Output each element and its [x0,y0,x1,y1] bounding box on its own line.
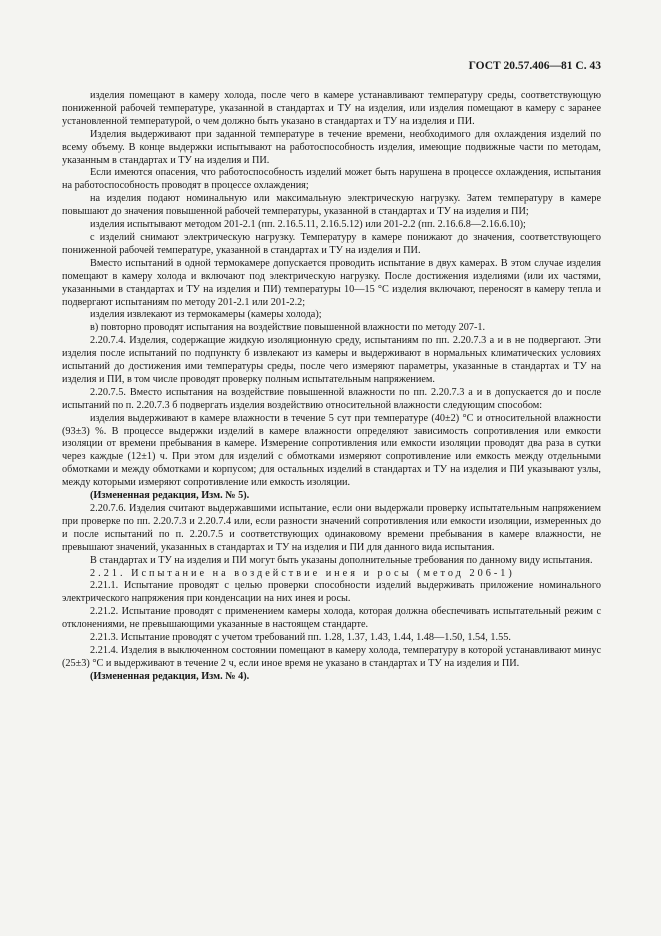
paragraph: Если имеются опасения, что работоспособность изделий может быть нарушена в процессе охлаждения, испытания на работоспособность проводят в процессе охлаждения; [62,167,601,192]
paragraph: Изделия выдерживают при заданной температуре в течение времени, необходимого для охлаждения изделий по всему объему. В конце выдержки испытывают на работоспособность изделия, имеющие подвижные части по методам, указанным в стандартах и ТУ на изделия и ПИ. [62,128,601,166]
paragraph-2-20-7-6: 2.20.7.6. Изделия считают выдержавшими испытание, если они выдержали проверку испытательным напряжением при проверке по пп. 2.20.7.3 и 2.20.7.4 или, если разности значений сопротивления или емкости изоляции, измеренных до и после испытаний по п. 2.20.7.5 и соответствующих одинаковому времени пребывания в камере влажности, не превышают значений, указанных в стандартах и ТУ на изделия и ПИ для данного вида испытания. [62,503,601,553]
document-page [62,60,601,684]
paragraph: на изделия подают номинальную или максимальную электрическую нагрузку. Затем температуру в камере повышают до значения повышенной рабочей температуры, указанной в стандартах и ТУ на изделия и ПИ; [62,193,601,218]
paragraph-2-21-2: 2.21.2. Испытание проводят с применением камеры холода, которая должна обеспечивать испытательный режим с отклонениями, не превышающими указанные в настоящем стандарте. [62,606,601,631]
revision-note: (Измененная редакция, Изм. № 5). [90,490,250,502]
page-header: ГОСТ 20.57.406—81 С. 43 [468,60,601,72]
paragraph: Вместо испытаний в одной термокамере допускается проводить испытание в двух камерах. В этом случае изделия помещают в камеру холода и включают под электрическую нагрузку. После достижения изделиями (или их частями, указанными в стандартах и ТУ на изделия и ПИ) температуры 10—15 °С изделия включают, переносят в камеру тепла и подвергают испытаниям по методу 201-2.1 или 201-2.2; [62,257,601,308]
paragraph-2-21-3: 2.21.3. Испытание проводят с учетом требований пп. 1.28, 1.37, 1.43, 1.44, 1.48—1.50, 1.54, 1.55. [90,632,511,644]
paragraph-2-20-7-5: 2.20.7.5. Вместо испытания на воздействие повышенной влажности по пп. 2.20.7.3 а и в допускается до и после испытаний по п. 2.20.7.3 б подвергать изделия воздействию относительной влажности следующим способом: [62,386,601,411]
paragraph: с изделий снимают электрическую нагрузку. Температуру в камере понижают до значения, соответствующего пониженной рабочей температуре, указанной в стандартах и ТУ на изделия и ПИ. [62,231,601,256]
paragraph: изделия испытывают методом 201-2.1 (пп. 2.16.5.11, 2.16.5.12) или 201-2.2 (пп. 2.16.6.8—2.16.6.10); [90,219,526,231]
paragraph: В стандартах и ТУ на изделия и ПИ могут быть указаны дополнительные требования по данному виду испытания. [90,554,593,566]
paragraph: изделия помещают в камеру холода, после чего в камере устанавливают температуру среды, соответствующую пониженной рабочей температуре, указанной в стандартах и ТУ на изделия, или изделия помещают в камеру с заранее установленной температурой, о чем должно быть указано в стандартах и ТУ на изделия и ПИ. [62,90,601,127]
paragraph: изделия выдерживают в камере влажности в течение 5 сут при температуре (40±2) °С и относительной влажности (93±3) %. В процессе выдержки изделий в камере влажности определяют зависимость сопротивления или емкости изоляции от времени пребывания в камере. Измерение сопротивления или емкости изоляции проводят два раза в сутки через каждые (12±1) ч. При этом для изделий с обмотками измеряют сопротивление или емкость между отдельными обмотками и между обмотками и корпусом; для остальных изделий в стандартах и ТУ на изделия и ПИ указывают узлы, между которыми измеряют сопротивление или емкость изоляции. [62,412,601,489]
paragraph: в) повторно проводят испытания на воздействие повышенной влажности по методу 207-1. [90,322,486,334]
paragraph-2-21-4: 2.21.4. Изделия в выключенном состоянии помещают в камеру холода, температуру в которой устанавливают минус (25±3) °С и выдерживают в течение 2 ч, если иное время не указано в стандартах и ТУ на изделия и ПИ. [62,644,601,669]
paragraph: изделия извлекают из термокамеры (камеры холода); [90,309,322,321]
revision-note: (Измененная редакция, Изм. № 4). [90,670,250,682]
paragraph-2-20-7-4: 2.20.7.4. Изделия, содержащие жидкую изоляционную среду, испытаниям по пп. 2.20.7.3 а и в не подвергают. Эти изделия после испытаний по подпункту б извлекают из камеры и выдерживают в нормальных климатических условиях испытаний до достижения ими температуры среды, после чего измеряют параметры, указанные в стандартах и ТУ на изделия и ПИ, в том числе проводят проверку полным испытательным напряжением. [62,335,601,385]
section-heading-2-21: 2.21. Испытание на воздействие инея и росы (метод 206-1) [90,567,515,579]
paragraph-2-21-1: 2.21.1. Испытание проводят с целью проверки способности изделий выдерживать приложение номинального электрического напряжения при конденсации на них инея и росы. [62,580,601,605]
